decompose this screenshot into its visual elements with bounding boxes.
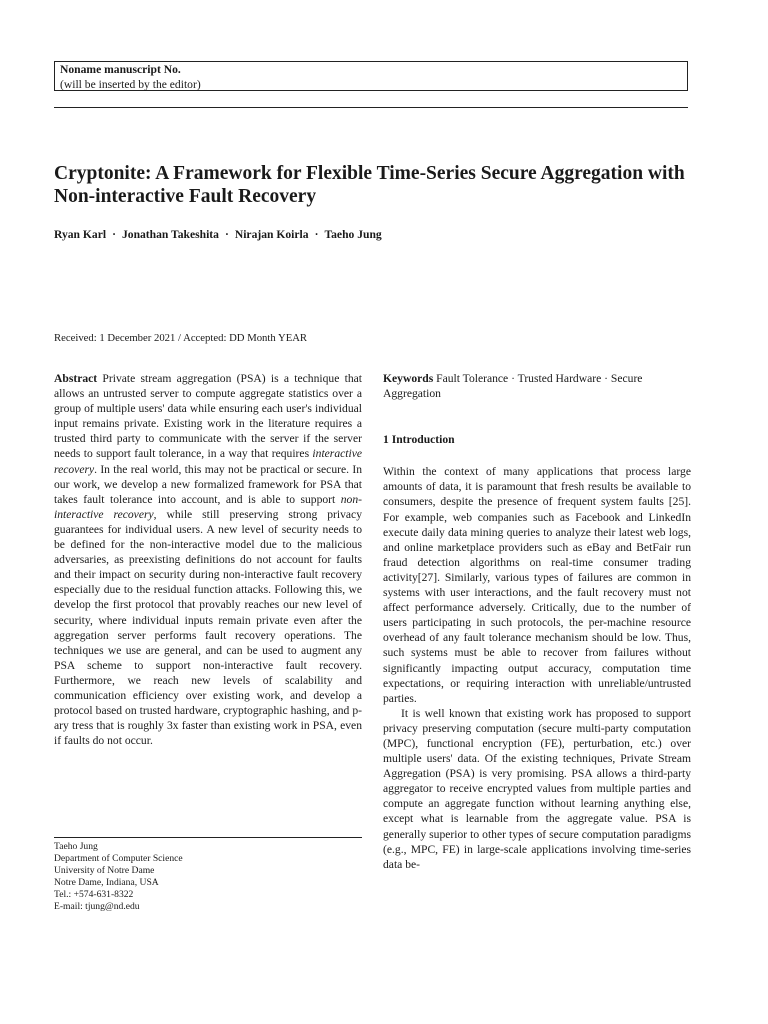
intro-paragraph: Within the context of many applications that process large amounts of data, it is paramount that fresh results be available to consumers, despite the presence of frequent system faults [25]. For example, web companies such as Facebook and LinkedIn execute daily data mining queries to analyze their latest web logs, and online marketplace providers such as eBay and BetFair run fraud detection algorithms on real-time consumer trading activity[27]. Similarly, various types of failures are common in systems with user interactions, and the fault recovery must not affect performance adversely. Critically, due to the number of users participating in such protocols, the per-machine resource overhead of any fault tolerance mechanism should be low. Thus, such systems must be able to recover from failures without significantly impacting output accuracy, computation time expectations, or requiring interaction with unreliable/untrusted parties. [383,465,691,705]
section-heading: 1 Introduction [383,433,455,447]
left-column [54,371,362,748]
author-footnote [54,841,362,914]
abstract-text: . In the real world, this may not be practical or secure. In our work, we develop a new formalized framework for PSA that takes fault tolerance into account, and is able to support [54,462,362,506]
footnote-email: E-mail: tjung@nd.edu [54,901,140,913]
footnote-name: Taeho Jung [54,841,98,852]
received-date: Received: 1 December 2021 / Accepted: DD Month YEAR [54,332,308,344]
keywords-text: Fault Tolerance · Trusted Hardware · Secure Aggregation [383,372,643,401]
footnote-city: Notre Dame, Indiana, USA [54,877,159,889]
header-rule [54,107,688,108]
abstract-text: Private stream aggregation (PSA) is a technique that allows an untrusted server to compute aggregate statistics over a group of multiple users' data while ensuring each user's individual input remains private. Existing work in the literature requires a trusted third party to communicate with the server if the server needs to support fault tolerance, in a way that requires [54,372,362,461]
author-separator: · [314,228,319,241]
author-name: Taeho Jung [324,228,382,241]
abstract-emphasis: non-interactive recovery [54,492,362,521]
author-name: Ryan Karl [54,228,107,241]
author-name: Nirajan Koirla [234,228,309,241]
paper-title: Cryptonite: A Framework for Flexible Time-Series Secure Aggregation with Non-interactive Fault Recovery [54,163,685,207]
footnote-telephone: Tel.: +574-631-8322 [54,889,134,901]
keywords-label: Keywords [383,372,434,385]
manuscript-number: Noname manuscript No. [60,63,181,76]
footnote-university: University of Notre Dame [54,865,155,877]
right-column [383,371,691,872]
editor-note: (will be inserted by the editor) [60,77,201,91]
author-name: Jonathan Takeshita [121,228,219,241]
author-list [54,228,694,242]
intro-paragraph: It is well known that existing work has proposed to support privacy preserving computation (secure multi-party computation (MPC), functional encryption (FE), perturbation, etc.) over multiple users' data. Of the existing techniques, Private Stream Aggregation (PSA) is very promising. PSA allows a third-party aggregator to receive encrypted values from multiple parties and compute an aggregate function without learning anything else, except what is learnable from the aggregate value. PSA is generally superior to other types of secure computation paradigms (e.g., MPC, FE) in large-scale applications involving time-series data be- [383,706,691,871]
footnote-rule [54,837,362,838]
author-separator: · [224,228,229,241]
footnote-department: Department of Computer Science [54,853,183,865]
abstract-emphasis: interactive recovery [54,447,362,476]
abstract-text: , while still preserving strong privacy guarantees for individual users. A new level of security needs to be defined for the non-interactive model due to the malicious adversaries, as preexisting definitions do not account for faults and their impact on security during non-interactive fault recovery especially due to the residual function attacks. Following this, we develop the first protocol that provably reaches our new level of security, where individual inputs remain private even after the aggregation server performs fault recovery operations. The techniques we use are general, and can be used to augment any PSA scheme to support non-interactive fault recovery. Furthermore, we reach new levels of scalability and communication efficiency over existing work, and develop a protocol based on trusted hardware, cryptographic hashing, and p-ary tress that is roughly 3x faster than existing work in PSA, even if faults do not occur. [54,507,362,748]
abstract [54,371,362,748]
author-separator: · [112,228,116,241]
keywords [383,371,691,401]
manuscript-header-box [54,61,688,91]
abstract-label: Abstract [54,372,98,385]
